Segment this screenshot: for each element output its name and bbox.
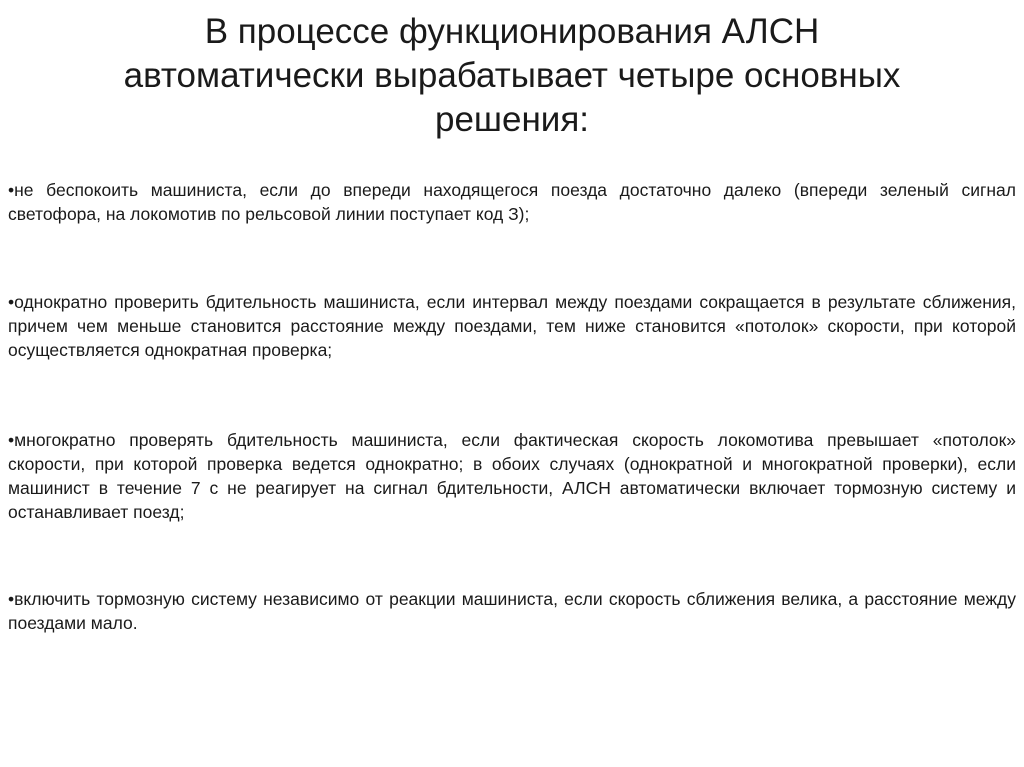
bullet-item-3: •многократно проверять бдительность машиниста, если фактическая скорость локомотива превышает «потолок» скорости, при которой проверка ведется однократно; в обоих случаях (однократной и многократной проверки), если машинист в течение 7 с не реагирует на сигнал бдительности, АЛСН автоматически включает тормозную систему и останавливает поезд;	[8, 430, 1016, 522]
bullet-item-1: •не беспокоить машиниста, если до впереди находящегося поезда достаточно далеко (впереди зеленый сигнал светофора, на локомотив по рельсовой линии поступает код З);	[8, 180, 1016, 224]
title-line-2: автоматически вырабатывает четыре основных	[123, 56, 901, 95]
bullet-item-4: •включить тормозную систему независимо от реакции машиниста, если скорость сближения велика, а расстояние между поездами мало.	[8, 589, 1016, 633]
title-line-1: В процессе функционирования АЛСН	[204, 12, 820, 51]
slide-title	[60, 10, 964, 142]
bullet-item-2: •однократно проверить бдительность машиниста, если интервал между поездами сокращается в результате сближения, причем чем меньше становится расстояние между поездами, тем ниже становится «потолок» скорости, при которой осуществляется однократная проверка;	[8, 292, 1016, 360]
title-line-3: решения:	[434, 100, 590, 139]
